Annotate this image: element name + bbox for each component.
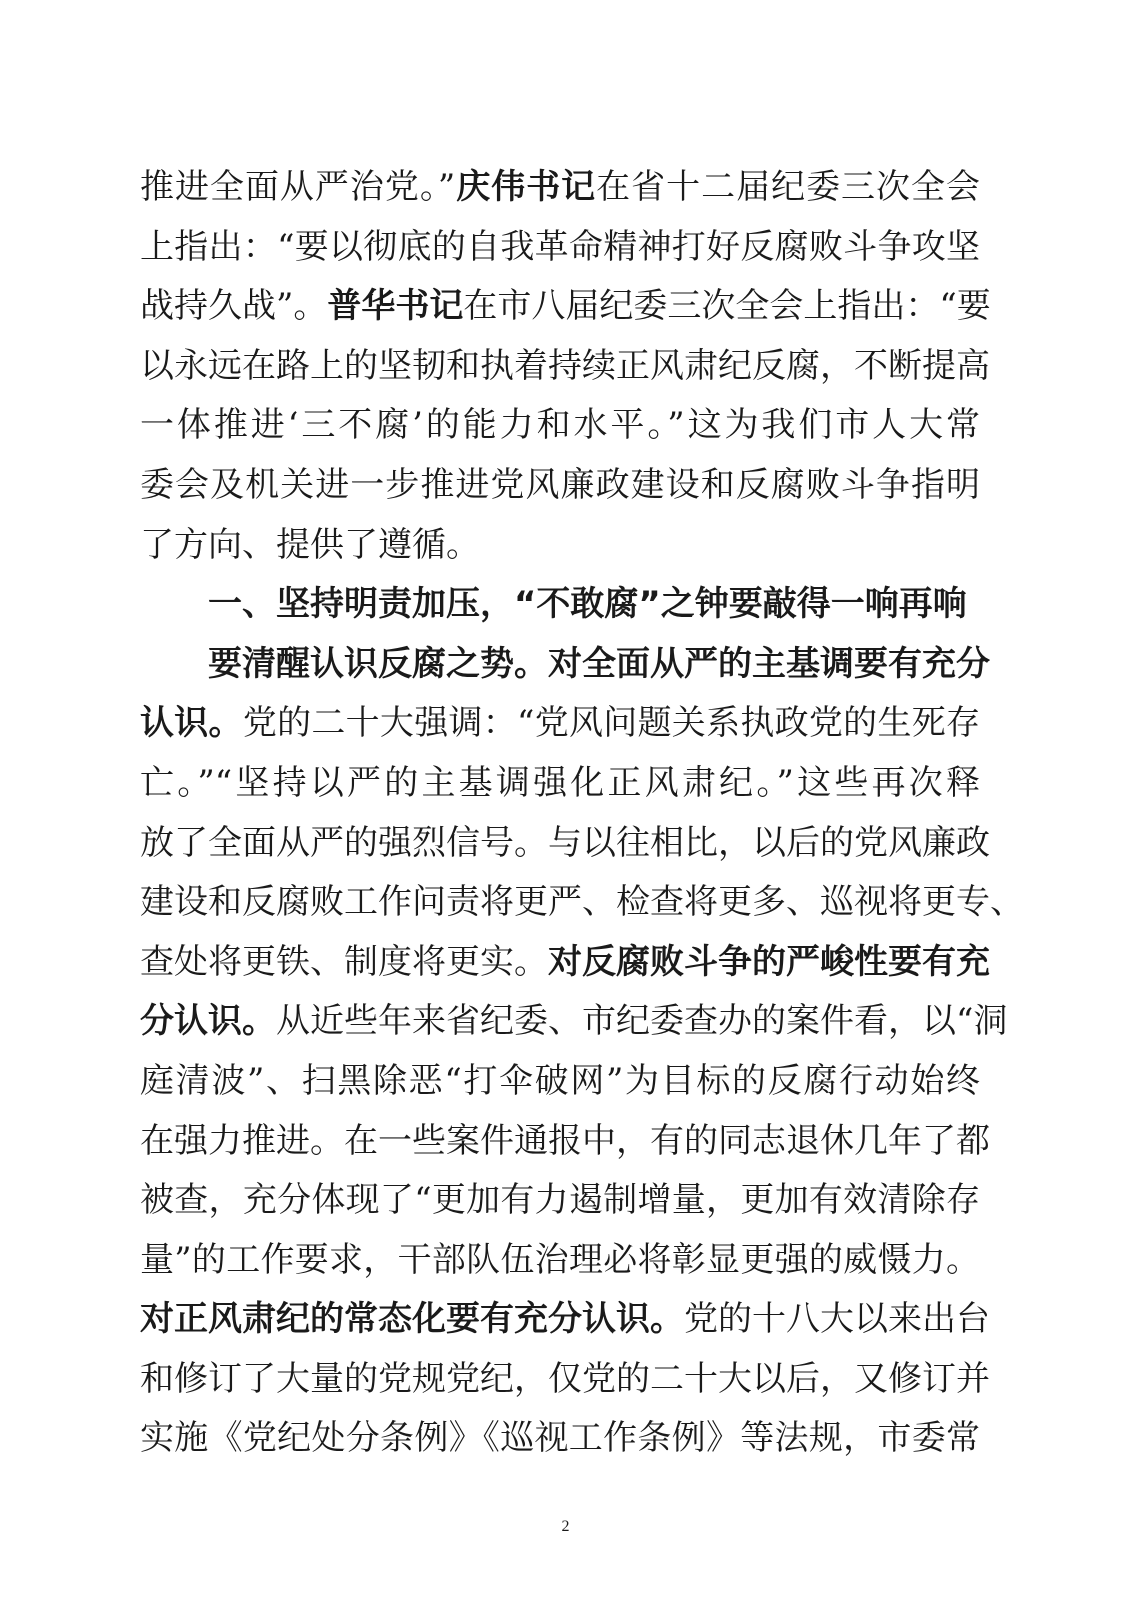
- text-line: [140, 635, 990, 695]
- text-line: 在强力推进。在一些案件通报中，有的同志退休几年了都: [140, 1120, 990, 1161]
- text-line: 量”的工作要求，干部队伍治理必将彰显更强的威慑力。: [140, 1239, 980, 1280]
- text-line: 查处将更铁、制度将更实。对反腐败斗争的严峻性要有充: [140, 941, 990, 982]
- text-line: 委会及机关进一步推进党风廉政建设和反腐败斗争指明: [140, 464, 980, 505]
- text-line: 战持久战”。普华书记在市八届纪委三次全会上指出：“要: [140, 286, 991, 327]
- text-line: 放了全面从严的强烈信号。与以往相比，以后的党风廉政: [140, 822, 990, 863]
- text-line: 分认识。从近些年来省纪委、市纪委查办的案件看，以“洞: [140, 1001, 1008, 1042]
- section-heading: 一、坚持明责加压，“不敢腐”之钟要敲得一响再响: [208, 584, 967, 625]
- text-line: 庭清波”、扫黑除恶“打伞破网”为目标的反腐行动始终: [140, 1060, 980, 1101]
- text-line: 对正风肃纪的常态化要有充分认识。党的十八大以来出台: [140, 1299, 990, 1340]
- bold-text: 庆伟书记: [455, 167, 597, 207]
- text-line: 了方向、提供了遵循。: [140, 524, 480, 565]
- text-line: 实施《党纪处分条例》《巡视工作条例》等法规，市委常: [140, 1418, 980, 1459]
- text-line: 被查，充分体现了“更加有力遏制增量，更加有效清除存: [140, 1180, 980, 1221]
- document-body: [140, 158, 1024, 1469]
- text-line: 和修订了大量的党规党纪，仅党的二十大以后，又修订并: [140, 1358, 990, 1399]
- bold-text: 对反腐败斗争的严峻性要有充: [548, 941, 990, 982]
- text-line: 推进全面从严治党。”庆伟书记在省十二届纪委三次全会: [140, 167, 981, 207]
- text-line: 建设和反腐败工作问责将更严、检查将更多、巡视将更专、: [140, 882, 1024, 923]
- text-line: 一体推进‘三不腐’的能力和水平。”这为我们市人大常: [140, 405, 980, 446]
- bold-text: 要清醒认识反腐之势。对全面从严的主基调要有充分: [208, 643, 990, 684]
- text-line: 认识。党的二十大强调：“党风问题关系执政党的生死存: [140, 703, 980, 744]
- bold-text: 认识。: [140, 703, 243, 744]
- text-line: 上指出：“要以彻底的自我革命精神打好反腐败斗争攻坚: [140, 226, 980, 267]
- page-number: 2: [561, 1518, 570, 1535]
- text-line: 以永远在路上的坚韧和执着持续正风肃纪反腐，不断提高: [140, 345, 990, 386]
- bold-text: 分认识。: [140, 1001, 276, 1042]
- bold-text: 普华书记: [327, 286, 464, 327]
- bold-text: 对正风肃纪的常态化要有充分认识。: [140, 1299, 684, 1340]
- text-line: 亡。”“坚持以严的主基调强化正风肃纪。”这些再次释: [140, 762, 980, 803]
